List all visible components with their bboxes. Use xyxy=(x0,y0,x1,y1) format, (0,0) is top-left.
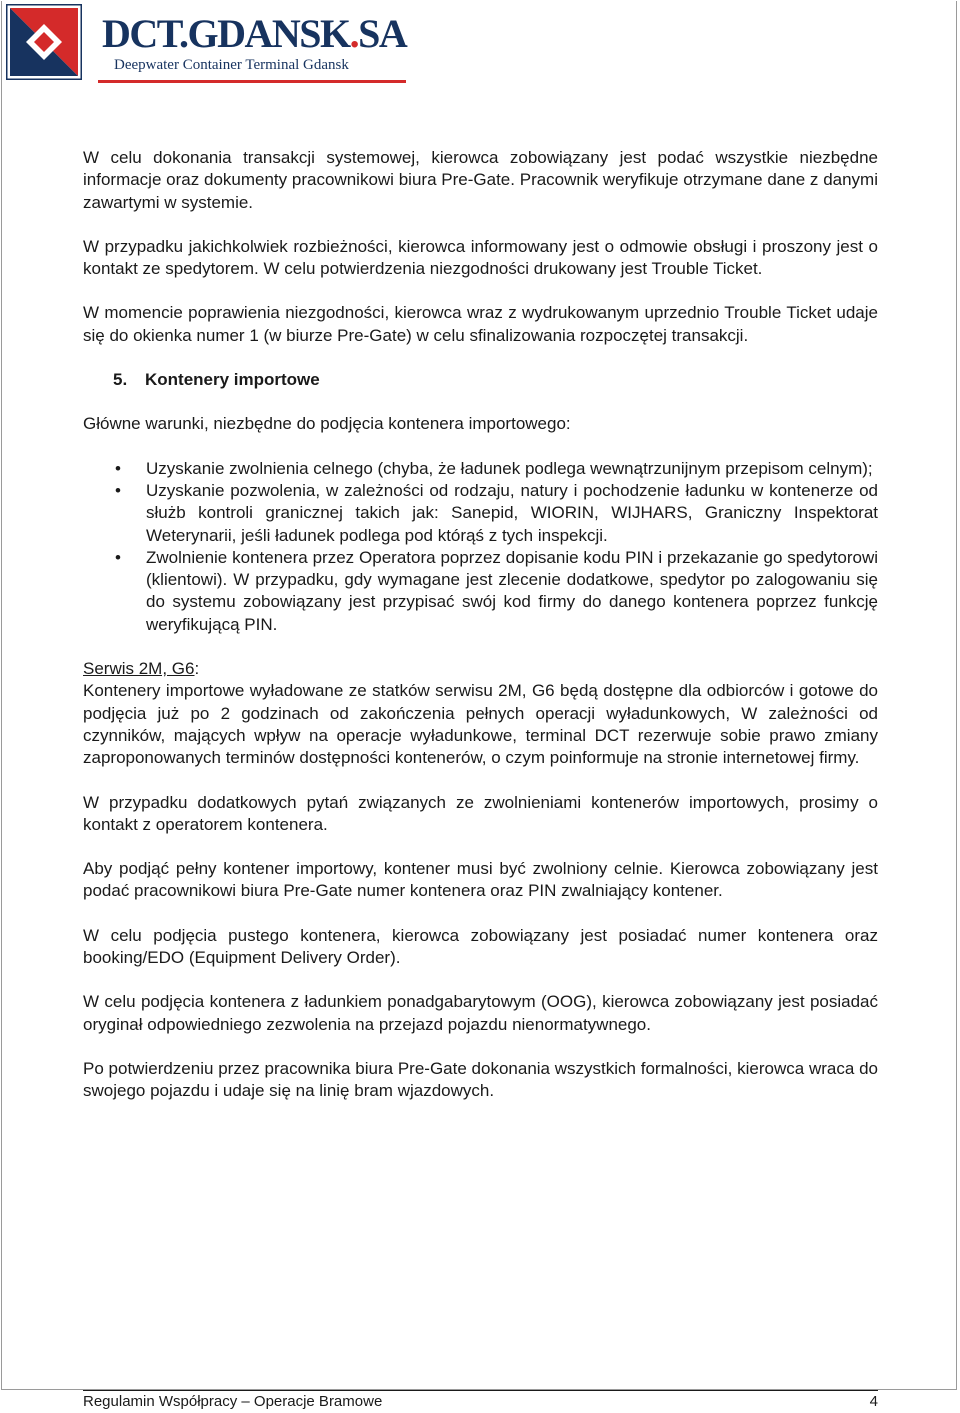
document-body xyxy=(83,147,878,1103)
paragraph-full-container: Aby podjąć pełny kontener importowy, kontener musi być zwolniony celnie. Kierowca zobowiązany jest podać pracownikowi biura Pre-Gate numer kontenera oraz PIN zwalniający kontener. xyxy=(83,859,878,901)
section-title: Kontenery importowe xyxy=(145,370,320,390)
brand-underline xyxy=(98,80,406,83)
paragraph-correction: W momencie poprawienia niezgodności, kierowca wraz z wydrukowanym uprzednio Trouble Ticket udaje się do okienka numer 1 (w biurze Pre-Gate) w celu sfinalizowania rozpoczętej transakcji. xyxy=(83,303,878,345)
footer-title: Regulamin Współpracy – Operacje Bramowe xyxy=(83,1393,383,1410)
paragraph-formalities: Po potwierdzeniu przez pracownika biura Pre-Gate dokonania wszystkich formalności, kierowca wraca do swojego pojazdu i udaje się na linię bram wjazdowych. xyxy=(83,1058,878,1101)
paragraph-oog: W celu podjęcia kontenera z ładunkiem ponadgabarytowym (OOG), kierowca zobowiązany jest posiadać oryginał odpowiedniego zezwolenia na przejazd pojazdu nienormatywnego. xyxy=(83,992,878,1034)
list-item: • Zwolnienie kontenera przez Operatora poprzez dopisanie kodu PIN i przekazanie go spedytorowi (klientowi). W przypadku, gdy wymagane jest zlecenie dodatkowe, spedytor po zalogowaniu się do systemu zobowiązany jest przypisać swój kod firmy do danego kontenera poprzez funkcję weryfikującą PIN. xyxy=(115,547,878,634)
paragraph-questions: W przypadku dodatkowych pytań związanych ze zwolnieniami kontenerów importowych, prosimy o kontakt z operatorem kontenera. xyxy=(83,792,878,834)
bullet-icon: • xyxy=(115,458,121,478)
brand-name: DCT.GDANSK.SA xyxy=(102,11,407,56)
paragraph-empty-container: W celu podjęcia pustego kontenera, kierowca zobowiązany jest posiadać numer kontenera oraz booking/EDO (Equipment Delivery Order). xyxy=(83,925,878,968)
section-heading xyxy=(83,369,878,391)
paragraph-service: Kontenery importowe wyładowane ze statków serwisu 2M, G6 będą dostępne dla odbiorców i gotowe do podjęcia już po 2 godzinach od zakończenia pełnych operacji wyładunkowych, W zależności od czynników, mających wpływ na operacje wyładunkowe, terminal DCT rezerwuje sobie prawo zmiany zaproponowanych terminów dostępności kontenerów, o czym poinformuje na stronie internetowej firmy. xyxy=(83,681,878,768)
bullet-icon: • xyxy=(115,480,121,500)
conditions-list xyxy=(83,458,878,636)
paragraph-discrepancy: W przypadku jakichkolwiek rozbieżności, kierowca informowany jest o odmowie obsługi i proszony jest o kontakt ze spedytorem. W celu potwierdzenia niezgodności drukowany jest Trouble Ticket. xyxy=(83,236,878,279)
footer-divider xyxy=(83,1390,878,1391)
header xyxy=(6,4,406,84)
section-number: 5. xyxy=(113,370,128,390)
page-number: 4 xyxy=(869,1393,878,1410)
paragraph-intro: Główne warunki, niezbędne do podjęcia kontenera importowego: xyxy=(83,414,571,434)
service-label: Serwis 2M, G6: xyxy=(83,659,200,679)
paragraph-transaction: W celu dokonania transakcji systemowej, kierowca zobowiązany jest podać wszystkie niezbędne informacje oraz dokumenty pracownikowi biura Pre-Gate. Pracownik weryfikuje otrzymane dane z danymi zawartymi w systemie. xyxy=(83,148,878,212)
company-logo-icon xyxy=(6,4,82,80)
list-item: • Uzyskanie pozwolenia, w zależności od rodzaju, natury i pochodzenie ładunku w kontenerze od służb kontroli granicznej takich jak: Sanepid, WIORIN, WIJHARS, Graniczny Inspektorat Weterynarii, jeśli ładunek podlega pod którąś z tych inspekcji. xyxy=(115,480,878,545)
bullet-icon: • xyxy=(115,547,121,567)
brand-subtitle: Deepwater Container Terminal Gdansk xyxy=(114,57,349,73)
list-item: • Uzyskanie zwolnienia celnego (chyba, że ładunek podlega wewnątrzunijnym przepisom celnym); xyxy=(83,458,878,480)
